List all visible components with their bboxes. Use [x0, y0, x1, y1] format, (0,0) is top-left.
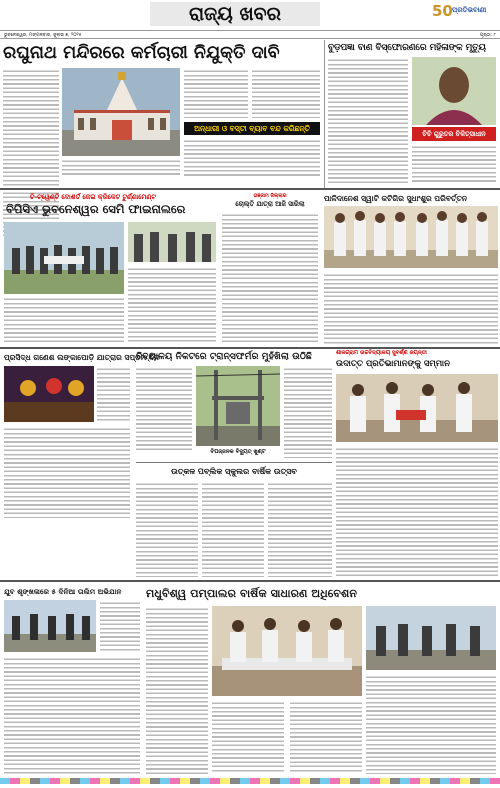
- school-caption: ବିପଜ୍ଜନକ ବିଦ୍ୟୁତ୍ ଖୁଣ୍ଟ: [196, 447, 280, 457]
- lead-body-col2: [184, 68, 248, 118]
- youth-body-side: [100, 600, 140, 652]
- youth-photo: [4, 600, 96, 652]
- coop-photo: [212, 606, 362, 696]
- cricket-kicker: ଟି-ଟ୍ୱେଣ୍ଟି ଦୋଶର୍ତ ଜେଇ କ୍ରିକେଟ ଟୁର୍ଣ୍ଣାମେଣ୍ଟ: [30, 193, 156, 201]
- youth-body: [4, 656, 140, 774]
- award-kicker: ଶାଳଗ୍ରାମ ଉଚ୍ଚବିଦ୍ୟାଳୟ ସୁବର୍ଣ୍ଣ ଜୟନ୍ତୀ: [336, 350, 427, 356]
- right-top-body-a: [328, 57, 408, 183]
- school-body-right: [284, 366, 332, 458]
- coop-headline: ମଧୁବିଶ୍ୱ ପମ୍ପାଲର ବାର୍ଷିକ ସାଧାରଣ ଅଧିବେଶନ: [146, 587, 358, 600]
- utkal-body-1: [136, 481, 198, 577]
- center-body: [222, 212, 318, 344]
- logo-name: ପ୍ରତିଭବାଣୀ: [452, 6, 487, 14]
- coop-photo-2: [366, 606, 496, 670]
- env-photo: [324, 206, 498, 268]
- transformer-photo: [196, 366, 280, 446]
- ganesh-headline: ପ୍ରସିଦ୍ଧ ଗଣେଶ ଲଙ୍କାପୋଡ଼ି ଯାତ୍ରାର ସପ୍ତମ ଦିନ: [4, 353, 160, 362]
- page-number: ପୃଷ୍ଠା: ୮: [479, 33, 496, 38]
- logo: [432, 3, 496, 25]
- school-headline: ବିଦ୍ୟାଳୟ ନିକଟରେ ଟ୍ରାନ୍ସଫର୍ମର ମୁହଁଖିଲା ଉଠିଛି: [136, 351, 312, 362]
- award-photo: [336, 374, 498, 442]
- env-body: [324, 272, 498, 344]
- center-kicker: ଗଞ୍ଜାମ ଜିଲ୍ଲାର: [253, 193, 287, 199]
- rule-3: [136, 462, 332, 463]
- cricket-body-left: [4, 296, 124, 344]
- coop-body-4: [366, 674, 496, 774]
- youth-headline: ଯୁବ ଶୃଙ୍ଖଳାରେ ୫ ଦିନିଆ ତାଲିମ ଅଭିଯାନ: [4, 587, 122, 596]
- temple-caption: [62, 158, 180, 176]
- masthead: [0, 0, 500, 30]
- rule-2: [0, 347, 500, 349]
- lead-body-col3: [252, 68, 320, 118]
- center-headline: ଚୋଲ୍ତି ଯାତ୍ରା ଆଜି ସାରିଲା: [235, 200, 305, 208]
- lead-body-col4: [184, 138, 320, 176]
- rule-1: [0, 188, 500, 190]
- registration-bar: [0, 778, 500, 784]
- section-title: ରାଜ୍ୟ ଖବର: [188, 3, 282, 25]
- victim-photo: [412, 57, 496, 125]
- cricket-photo: [4, 222, 124, 294]
- right-top-tag: ଚିଚି ଗୁରୁତର ଚିକିତ୍ସାଧୀନ: [412, 127, 496, 141]
- rule-4: [0, 580, 500, 582]
- dateline: ଭୁବନେଶ୍ୱର, ମଙ୍ଗଳବାର, ଜୁଲାଇ ୭, ୨୦୨୫: [4, 33, 82, 38]
- logo-number: 50: [432, 2, 453, 20]
- cricket-headline: ବିପିସିଏ ଭୁବନେଶ୍ୱର ସେମି ଫାଇନାଲରେ: [6, 202, 186, 216]
- utkal-body-2: [202, 481, 264, 577]
- env-headline: ପାଳିଦାନେଶ ସ୍ୱାଟି କଟିଗିର ସୁଧାଂଶୁର ପରିବର୍ତ୍ତନ: [324, 194, 468, 203]
- ganesh-photo: [4, 366, 94, 422]
- school-body-left: [136, 366, 192, 450]
- award-headline: ଉଦାତ୍ତ ପ୍ରତିଭାମାନଙ୍କୁ ସମ୍ମାନ: [336, 359, 450, 369]
- cricket-body-right: [128, 266, 216, 344]
- coop-body-3: [290, 700, 362, 774]
- dateline-bar: [0, 30, 500, 39]
- coop-body-1: [146, 606, 208, 774]
- temple-photo: [62, 68, 180, 156]
- coop-body-2: [212, 700, 284, 774]
- ganesh-body: [4, 426, 130, 518]
- utkal-headline: ଉତ୍କଳ ପବ୍ଲିକ ସ୍କୁଲର ବାର୍ଷିକ ଉତ୍ସବ: [171, 467, 297, 476]
- cricket-photo-2: [128, 222, 216, 262]
- utkal-body-3: [268, 481, 332, 577]
- right-top-headline: ବୁଡ଼ପଜ୍ଞା ବାଣ ବିସ୍ଫୋରଣରେ ମହିଳାଙ୍କ ମୃତ୍ୟୁ: [328, 43, 486, 53]
- lead-headline: ରଘୁନାଥ ମନ୍ଦିରରେ କର୍ମଚାରୀ ନିଯୁକ୍ତି ଦାବି: [3, 43, 280, 63]
- right-top-body-b: [412, 144, 496, 184]
- award-body: [336, 446, 498, 578]
- ganesh-body-side: [97, 366, 130, 422]
- lead-inset-tag: ଅନ୍ଧାରୀ ଓ ବସ୍ତୀ ବ୍ୟାବ ବନ୍ଦ କରିଛନ୍ତି: [184, 122, 320, 135]
